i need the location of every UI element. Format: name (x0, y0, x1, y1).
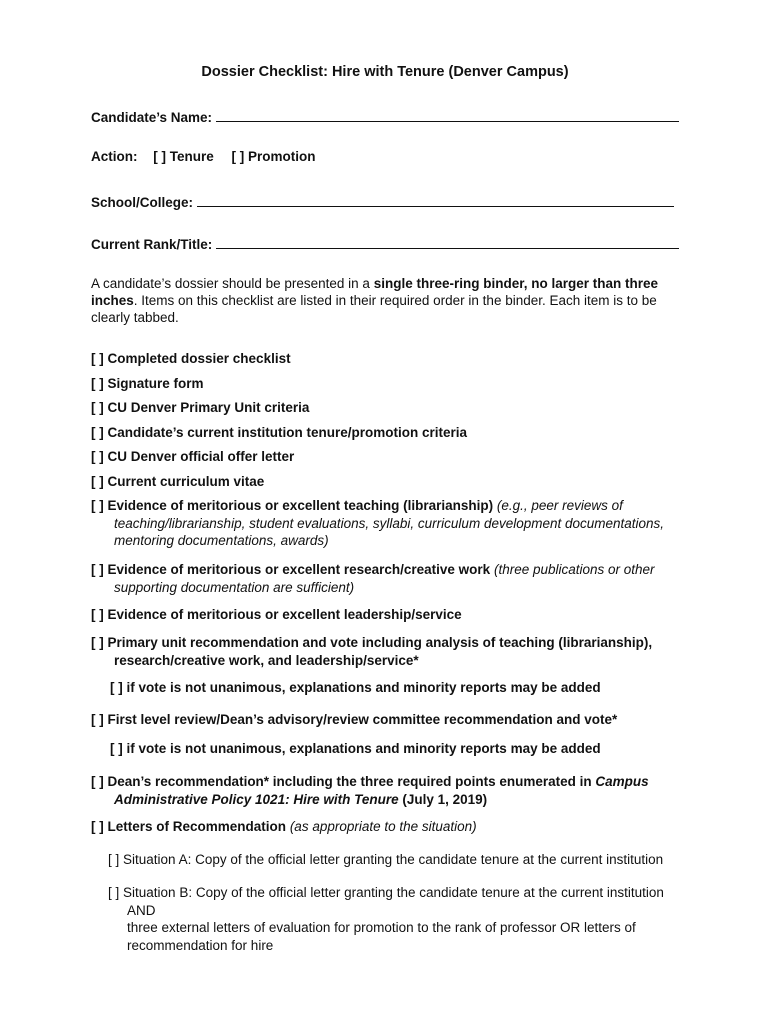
checklist-item (91, 634, 714, 669)
candidate-name-field (91, 107, 679, 125)
situation-a-text: Situation A: Copy of the official letter granting the candidate tenure at the current institution (123, 852, 664, 867)
checkbox[interactable]: [ ] (91, 562, 104, 577)
current-rank-field (91, 234, 679, 252)
situation-a (108, 851, 708, 869)
candidate-name-label: Candidate’s Name: (91, 110, 213, 125)
item-note: (as appropriate to the situation) (289, 819, 477, 834)
checkbox[interactable]: [ ] (91, 498, 104, 513)
item-label: if vote is not unanimous, explanations and minority reports may be added (126, 680, 601, 695)
checklist-subitem (110, 679, 690, 697)
item-label: Candidate’s current institution tenure/promotion criteria (107, 425, 468, 440)
current-rank-blank[interactable] (216, 234, 679, 249)
checkbox[interactable]: [ ] (108, 885, 120, 900)
checkbox[interactable]: [ ] (91, 425, 104, 440)
item-label: Current curriculum vitae (107, 474, 265, 489)
item-note: (e.g., peer reviews of teaching/librarianship, student evaluations, syllabi, curriculum development documentations, mentoring documentations, awards) (114, 498, 665, 548)
policy-title: Campus Administrative Policy 1021: Hire with Tenure (114, 774, 649, 807)
checkbox[interactable]: [ ] (110, 680, 123, 695)
action-field (91, 149, 324, 164)
checklist-subitem (110, 740, 690, 758)
checklist-item (91, 773, 714, 808)
checkbox[interactable]: [ ] (91, 400, 104, 415)
checkbox[interactable]: [ ] (108, 852, 120, 867)
checklist-item (91, 399, 691, 417)
intro-text-1: A candidate’s dossier should be presented in a (91, 276, 374, 291)
checkbox[interactable]: [ ] (91, 712, 104, 727)
policy-date: (July 1, 2019) (402, 791, 488, 807)
item-label: Signature form (107, 376, 204, 391)
situation-b-and: AND (127, 902, 156, 918)
item-label: Evidence of meritorious or excellent research/creative work (107, 562, 491, 577)
checkbox[interactable]: [ ] (91, 607, 104, 622)
tenure-checkbox[interactable]: [ ] Tenure (153, 149, 214, 164)
current-rank-label: Current Rank/Title: (91, 237, 213, 252)
checkbox[interactable]: [ ] (110, 741, 123, 756)
item-label: Dean’s recommendation* including the three required points enumerated in (107, 774, 592, 789)
school-college-label: School/College: (91, 195, 194, 210)
checkbox[interactable]: [ ] (91, 819, 104, 834)
checklist-item (91, 711, 691, 729)
checkbox[interactable]: [ ] (91, 474, 104, 489)
intro-text-2: . Items on this checklist are listed in their required order in the binder. Each item is to be clearly tabbed. (91, 293, 657, 325)
intro-paragraph (91, 275, 691, 326)
item-note: (three publications or other supporting documentation are sufficient) (114, 562, 655, 595)
checklist-item (91, 497, 714, 550)
item-label: CU Denver official offer letter (107, 449, 295, 464)
checkbox[interactable]: [ ] (91, 635, 104, 650)
action-label: Action: (91, 149, 138, 164)
checkbox[interactable]: [ ] (91, 376, 104, 391)
checkbox[interactable]: [ ] (91, 774, 104, 789)
school-college-blank[interactable] (197, 192, 674, 207)
school-college-field (91, 192, 674, 210)
page-title: Dossier Checklist: Hire with Tenure (Denver Campus) (201, 64, 569, 80)
item-label: CU Denver Primary Unit criteria (107, 400, 310, 415)
item-label: Letters of Recommendation (107, 819, 287, 834)
intro-bold-text: single three-ring binder, no larger than three inches (91, 276, 659, 308)
checklist-item (91, 350, 691, 368)
checklist-item (91, 561, 714, 596)
situation-b (108, 884, 708, 954)
item-label: Primary unit recommendation and vote including analysis of teaching (librarianship), research/creative work, and leadership/service* (107, 635, 653, 668)
item-label: Completed dossier checklist (107, 351, 291, 366)
checkbox[interactable]: [ ] (91, 351, 104, 366)
checklist-item (91, 473, 691, 491)
checklist-item (91, 375, 691, 393)
checklist-item (91, 424, 691, 442)
checklist-item (91, 818, 691, 836)
checklist-item (91, 606, 691, 624)
item-label: Evidence of meritorious or excellent leadership/service (107, 607, 462, 622)
situation-b-text-2: three external letters of evaluation for promotion to the rank of professor OR letters of recommendation for hire (127, 920, 636, 953)
checklist-item (91, 448, 691, 466)
item-label: First level review/Dean’s advisory/review committee recommendation and vote* (107, 712, 618, 727)
candidate-name-blank[interactable] (216, 107, 679, 122)
item-label: if vote is not unanimous, explanations and minority reports may be added (126, 741, 601, 756)
checkbox[interactable]: [ ] (91, 449, 104, 464)
promotion-checkbox[interactable]: [ ] Promotion (231, 149, 316, 164)
item-label: Evidence of meritorious or excellent teaching (librarianship) (107, 498, 494, 513)
situation-b-text: Situation B: Copy of the official letter granting the candidate tenure at the current institution (123, 885, 664, 900)
